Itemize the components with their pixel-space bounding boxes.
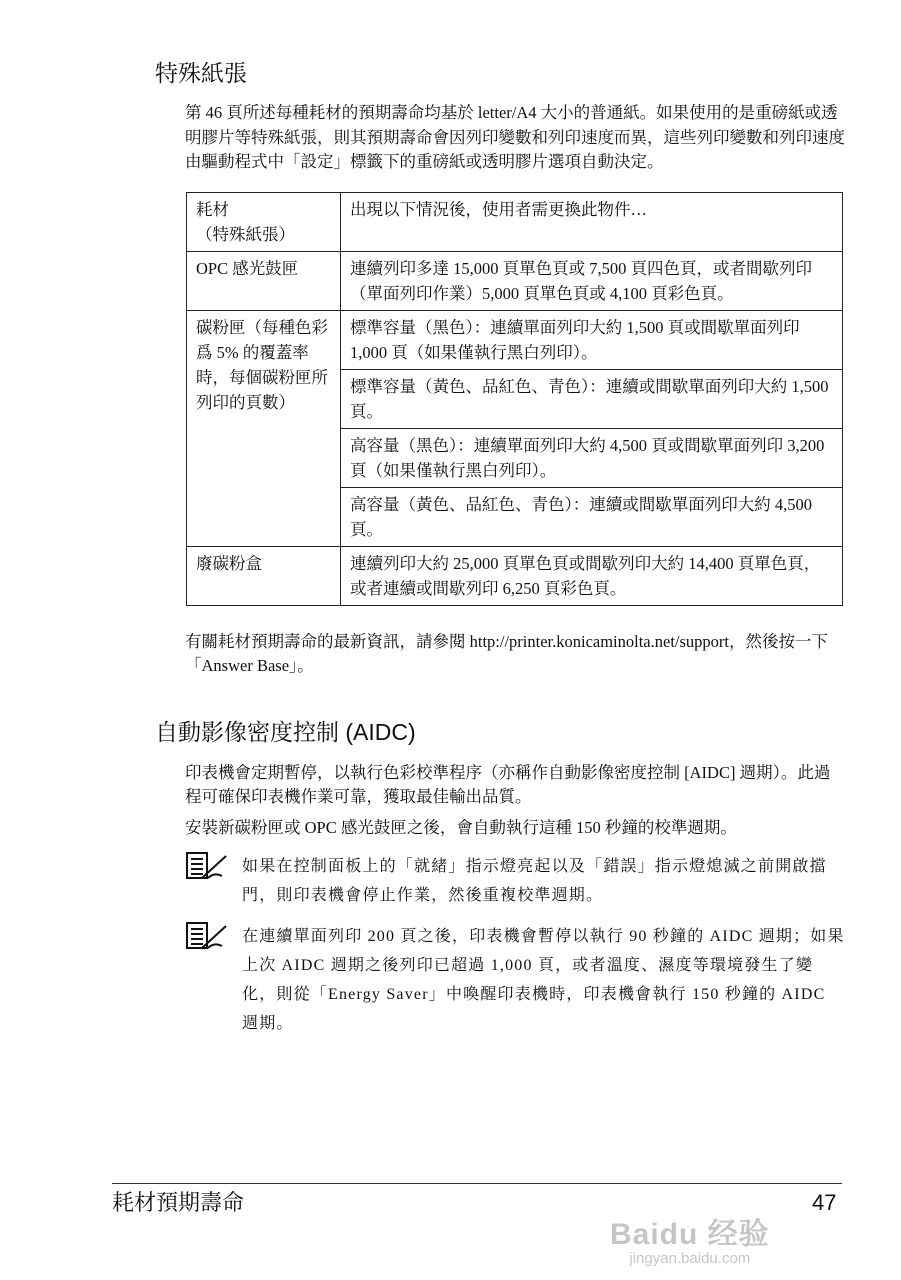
page-content xyxy=(155,58,845,1038)
detail-cell: 高容量（黃色、品紅色、青色）：連續或間歇單面列印大約 4,500 頁。 xyxy=(341,487,843,546)
footer-chapter: 耗材預期壽命 xyxy=(112,1190,245,1215)
note-text: 在連續單面列印 200 頁之後，印表機會暫停以執行 90 秒鐘的 AIDC 週期；如果上次 AIDC 週期之後列印已超過 1,000 頁，或者溫度、濕度等環境發生了變化，則從「Energy Saver」中喚醒印表機時，印表機會執行 150 秒鐘的 AIDC 週期。 xyxy=(242,928,845,1032)
table-row xyxy=(187,310,843,369)
detail-cell: 高容量（黑色）：連續單面列印大約 4,500 頁或間歇單面列印 3,200 頁（如果僅執行黑白列印）。 xyxy=(341,428,843,487)
header-replace-when: 出現以下情況後，使用者需更換此物件… xyxy=(341,192,843,251)
detail-cell: 標準容量（黑色）：連續單面列印大約 1,500 頁或間歇單面列印 1,000 頁（如果僅執行黑白列印）。 xyxy=(341,310,843,369)
baidu-watermark xyxy=(610,1218,770,1268)
detail-cell: 連續列印大約 25,000 頁單色頁或間歇列印大約 14,400 頁單色頁，或者連續或間歇列印 6,250 頁彩色頁。 xyxy=(341,546,843,605)
consumables-table xyxy=(186,192,843,606)
table-row xyxy=(187,251,843,310)
page-number: 47 xyxy=(812,1190,837,1215)
detail-cell: 連續列印多達 15,000 頁單色頁或 7,500 頁四色頁，或者間歇列印（單面列印作業）5,000 頁單色頁或 4,100 頁彩色頁。 xyxy=(341,251,843,310)
item-cell: 碳粉匣（每種色彩爲 5% 的覆蓋率時，每個碳粉匣所列印的頁數） xyxy=(187,310,341,546)
section-title-special-paper: 特殊紙張 xyxy=(155,60,247,86)
note-text: 如果在控制面板上的「就緒」指示燈亮起以及「錯誤」指示燈熄滅之前開啟擋門，則印表機會停止作業，然後重複校準週期。 xyxy=(242,858,827,904)
header-consumable: 耗材 （特殊紙張） xyxy=(187,192,341,251)
note-pencil-icon xyxy=(186,922,242,1038)
note-2 xyxy=(186,922,846,1038)
watermark-url: jingyan.baidu.com xyxy=(629,1250,751,1267)
more-info-paragraph: 有關耗材預期壽命的最新資訊，請參閱 http://printer.konicaminolta.net/support，然後按一下「Answer Base」。 xyxy=(185,631,829,675)
note-pencil-icon xyxy=(186,852,242,910)
footer-divider xyxy=(112,1183,842,1184)
note-1 xyxy=(186,852,846,910)
watermark-brand: Baidu 经验 xyxy=(610,1218,770,1251)
section-title-aidc: 自動影像密度控制 (AIDC) xyxy=(155,718,416,745)
table-row xyxy=(187,546,843,605)
detail-cell: 標準容量（黃色、品紅色、青色）：連續或間歇單面列印大約 1,500 頁。 xyxy=(341,369,843,428)
intro-paragraph: 第 46 頁所述每種耗材的預期壽命均基於 letter/A4 大小的普通紙。如果使用的是重磅紙或透明膠片等特殊紙張，則其預期壽命會因列印變數和列印速度而異，這些列印變數和列印速度由驅動程式中「設定」標籤下的重磅紙或透明膠片選項自動決定。 xyxy=(185,103,845,171)
aidc-paragraph-2: 安裝新碳粉匣或 OPC 感光鼓匣之後，會自動執行這種 150 秒鐘的校準週期。 xyxy=(185,817,737,837)
item-cell: 廢碳粉盒 xyxy=(187,546,341,605)
aidc-paragraph-1: 印表機會定期暫停，以執行色彩校準程序（亦稱作自動影像密度控制 [AIDC] 週期）。此過程可確保印表機作業可靠，獲取最佳輸出品質。 xyxy=(185,762,831,806)
item-cell: OPC 感光鼓匣 xyxy=(187,251,341,310)
table-header-row xyxy=(187,192,843,251)
